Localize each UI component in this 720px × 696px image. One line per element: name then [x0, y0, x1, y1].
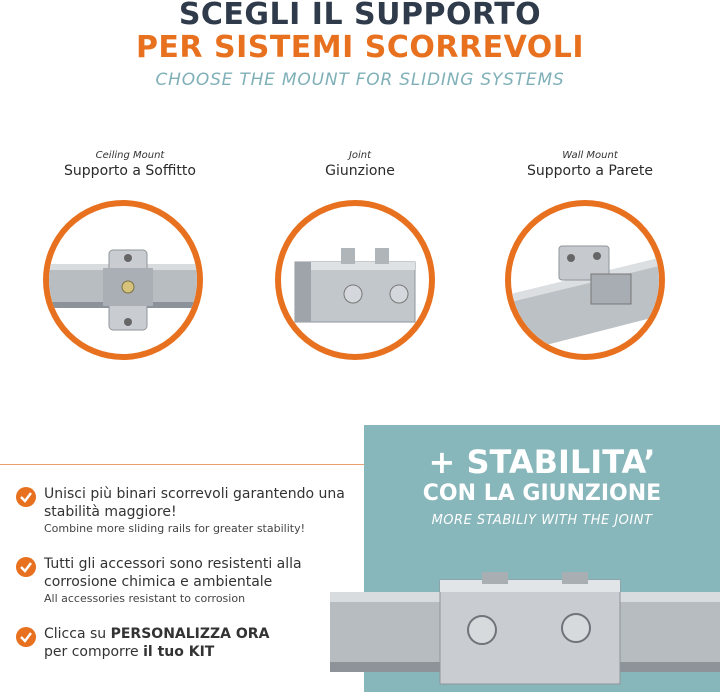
feature-item-customize: [16, 625, 356, 661]
page-title-line1: SCEGLI IL SUPPORTO: [178, 0, 542, 32]
check-icon: [16, 487, 36, 507]
feature-text-it: Unisci più binari scorrevoli garantendo una stabilità maggiore!: [44, 486, 345, 520]
mount-joint-en: Joint: [348, 150, 372, 161]
mount-joint-it: Giunzione: [325, 163, 395, 179]
rail-joint-image: [330, 572, 720, 692]
mount-wall-en: Wall Mount: [562, 150, 618, 161]
mount-joint: [260, 150, 460, 179]
mount-wall-it: Supporto a Parete: [527, 163, 653, 179]
mount-ceiling-en: Ceiling Mount: [95, 150, 165, 161]
feature-item-corrosion: [16, 555, 356, 607]
page-subtitle: CHOOSE THE MOUNT FOR SLIDING SYSTEMS: [155, 70, 565, 90]
cta-mid: per comporre: [44, 644, 144, 660]
feature-text-customize: [44, 625, 356, 661]
feature-text-en: Combine more sliding rails for greater stability!: [44, 522, 305, 535]
joint-image: [275, 200, 435, 360]
mount-ceiling-it: Supporto a Soffitto: [64, 163, 196, 179]
promo-english: MORE STABILIY WITH THE JOINT: [431, 513, 653, 528]
ceiling-mount-image: [43, 200, 203, 360]
check-icon: [16, 627, 36, 647]
features-panel: [0, 464, 364, 693]
feature-text-en: All accessories resistant to corrosion: [44, 592, 246, 605]
feature-item-stability: [16, 485, 356, 537]
wall-mount-image: [505, 200, 665, 360]
promo-subtitle: CON LA GIUNZIONE: [422, 481, 662, 506]
mount-wall: [490, 150, 690, 179]
feature-text-it: Tutti gli accessori sono resistenti alla corrosione chimica e ambientale: [44, 556, 302, 590]
promo-title: + STABILITA’: [428, 443, 656, 481]
check-icon: [16, 557, 36, 577]
cta-prefix: Clicca su: [44, 626, 111, 642]
page-title-line2: PER SISTEMI SCORREVOLI: [135, 30, 585, 65]
mount-ceiling: [30, 150, 230, 179]
cta-kit: il tuo KIT: [143, 644, 215, 660]
cta-personalizza: PERSONALIZZA ORA: [110, 626, 270, 642]
